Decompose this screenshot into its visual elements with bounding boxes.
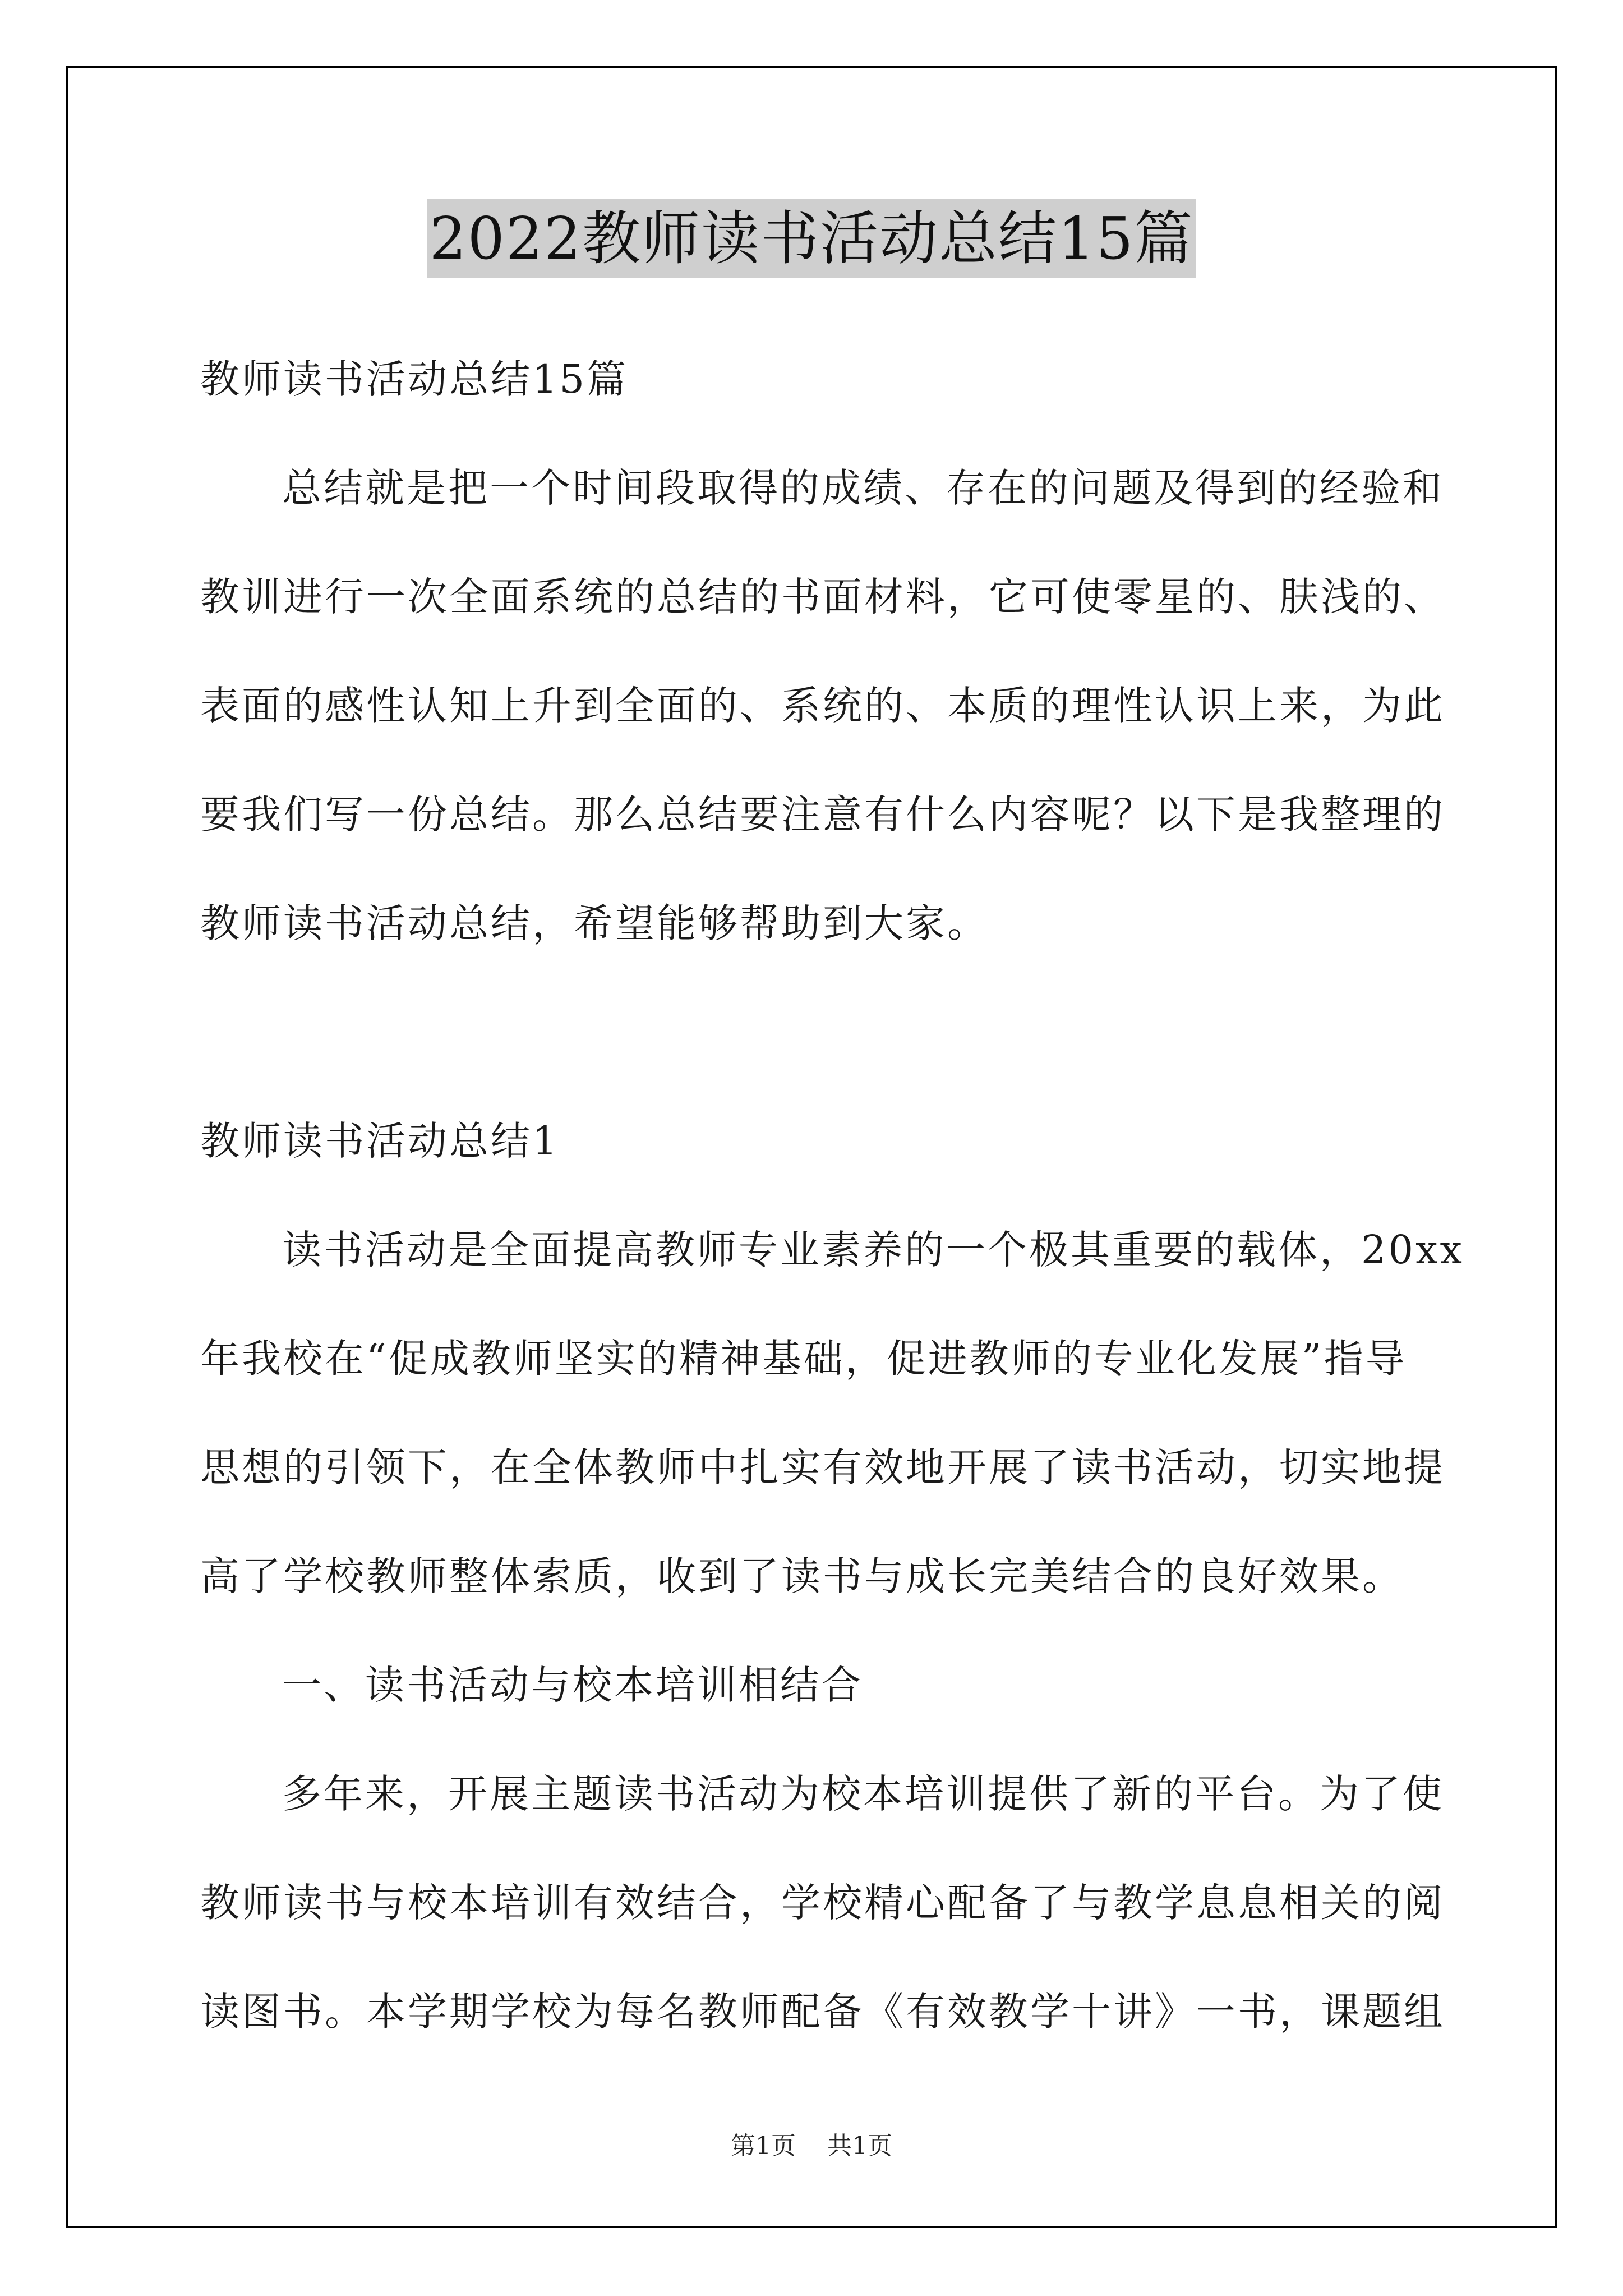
paragraph-line: 表面的感性认知上升到全面的、系统的、本质的理性认识上来，为此 xyxy=(200,683,1445,729)
paragraph-line: 读书活动是全面提高教师专业素养的一个极其重要的载体，20xx xyxy=(282,1227,1465,1273)
subsection-heading: 一、读书活动与校本培训相结合 xyxy=(282,1662,863,1708)
paragraph-line: 多年来，开展主题读书活动为校本培训提供了新的平台。为了使 xyxy=(282,1771,1444,1817)
paragraph-line: 教师读书与校本培训有效结合，学校精心配备了与教学息息相关的阅 xyxy=(200,1880,1445,1926)
document-body xyxy=(200,346,1465,2087)
paragraph-line: 要我们写一份总结。那么总结要注意有什么内容呢？以下是我整理的 xyxy=(200,792,1445,838)
paragraph-line: 教训进行一次全面系统的总结的书面材料，它可使零星的、肤浅的、 xyxy=(200,574,1445,620)
paragraph-line: 总结就是把一个时间段取得的成绩、存在的问题及得到的经验和 xyxy=(282,465,1444,511)
section-heading: 教师读书活动总结1 xyxy=(200,1118,560,1164)
document-title: 2022教师读书活动总结15篇 xyxy=(427,199,1196,278)
section-heading: 教师读书活动总结15篇 xyxy=(200,356,629,402)
page-total: 共1页 xyxy=(827,2132,892,2160)
paragraph-line: 教师读书活动总结，希望能够帮助到大家。 xyxy=(200,900,989,946)
paragraph-line: 年我校在“促成教师坚实的精神基础，促进教师的专业化发展”指导 xyxy=(200,1336,1407,1382)
page-footer xyxy=(0,2131,1623,2162)
paragraph-line: 高了学校教师整体索质，收到了读书与成长完美结合的良好效果。 xyxy=(200,1553,1404,1599)
page-number: 第1页 xyxy=(731,2132,796,2160)
paragraph-line: 思想的引领下，在全体教师中扎实有效地开展了读书活动，切实地提 xyxy=(200,1444,1445,1490)
paragraph-line: 读图书。本学期学校为每名教师配备《有效教学十讲》一书，课题组 xyxy=(200,1989,1445,2035)
blank-line xyxy=(200,999,1426,1107)
title-container xyxy=(0,199,1623,278)
